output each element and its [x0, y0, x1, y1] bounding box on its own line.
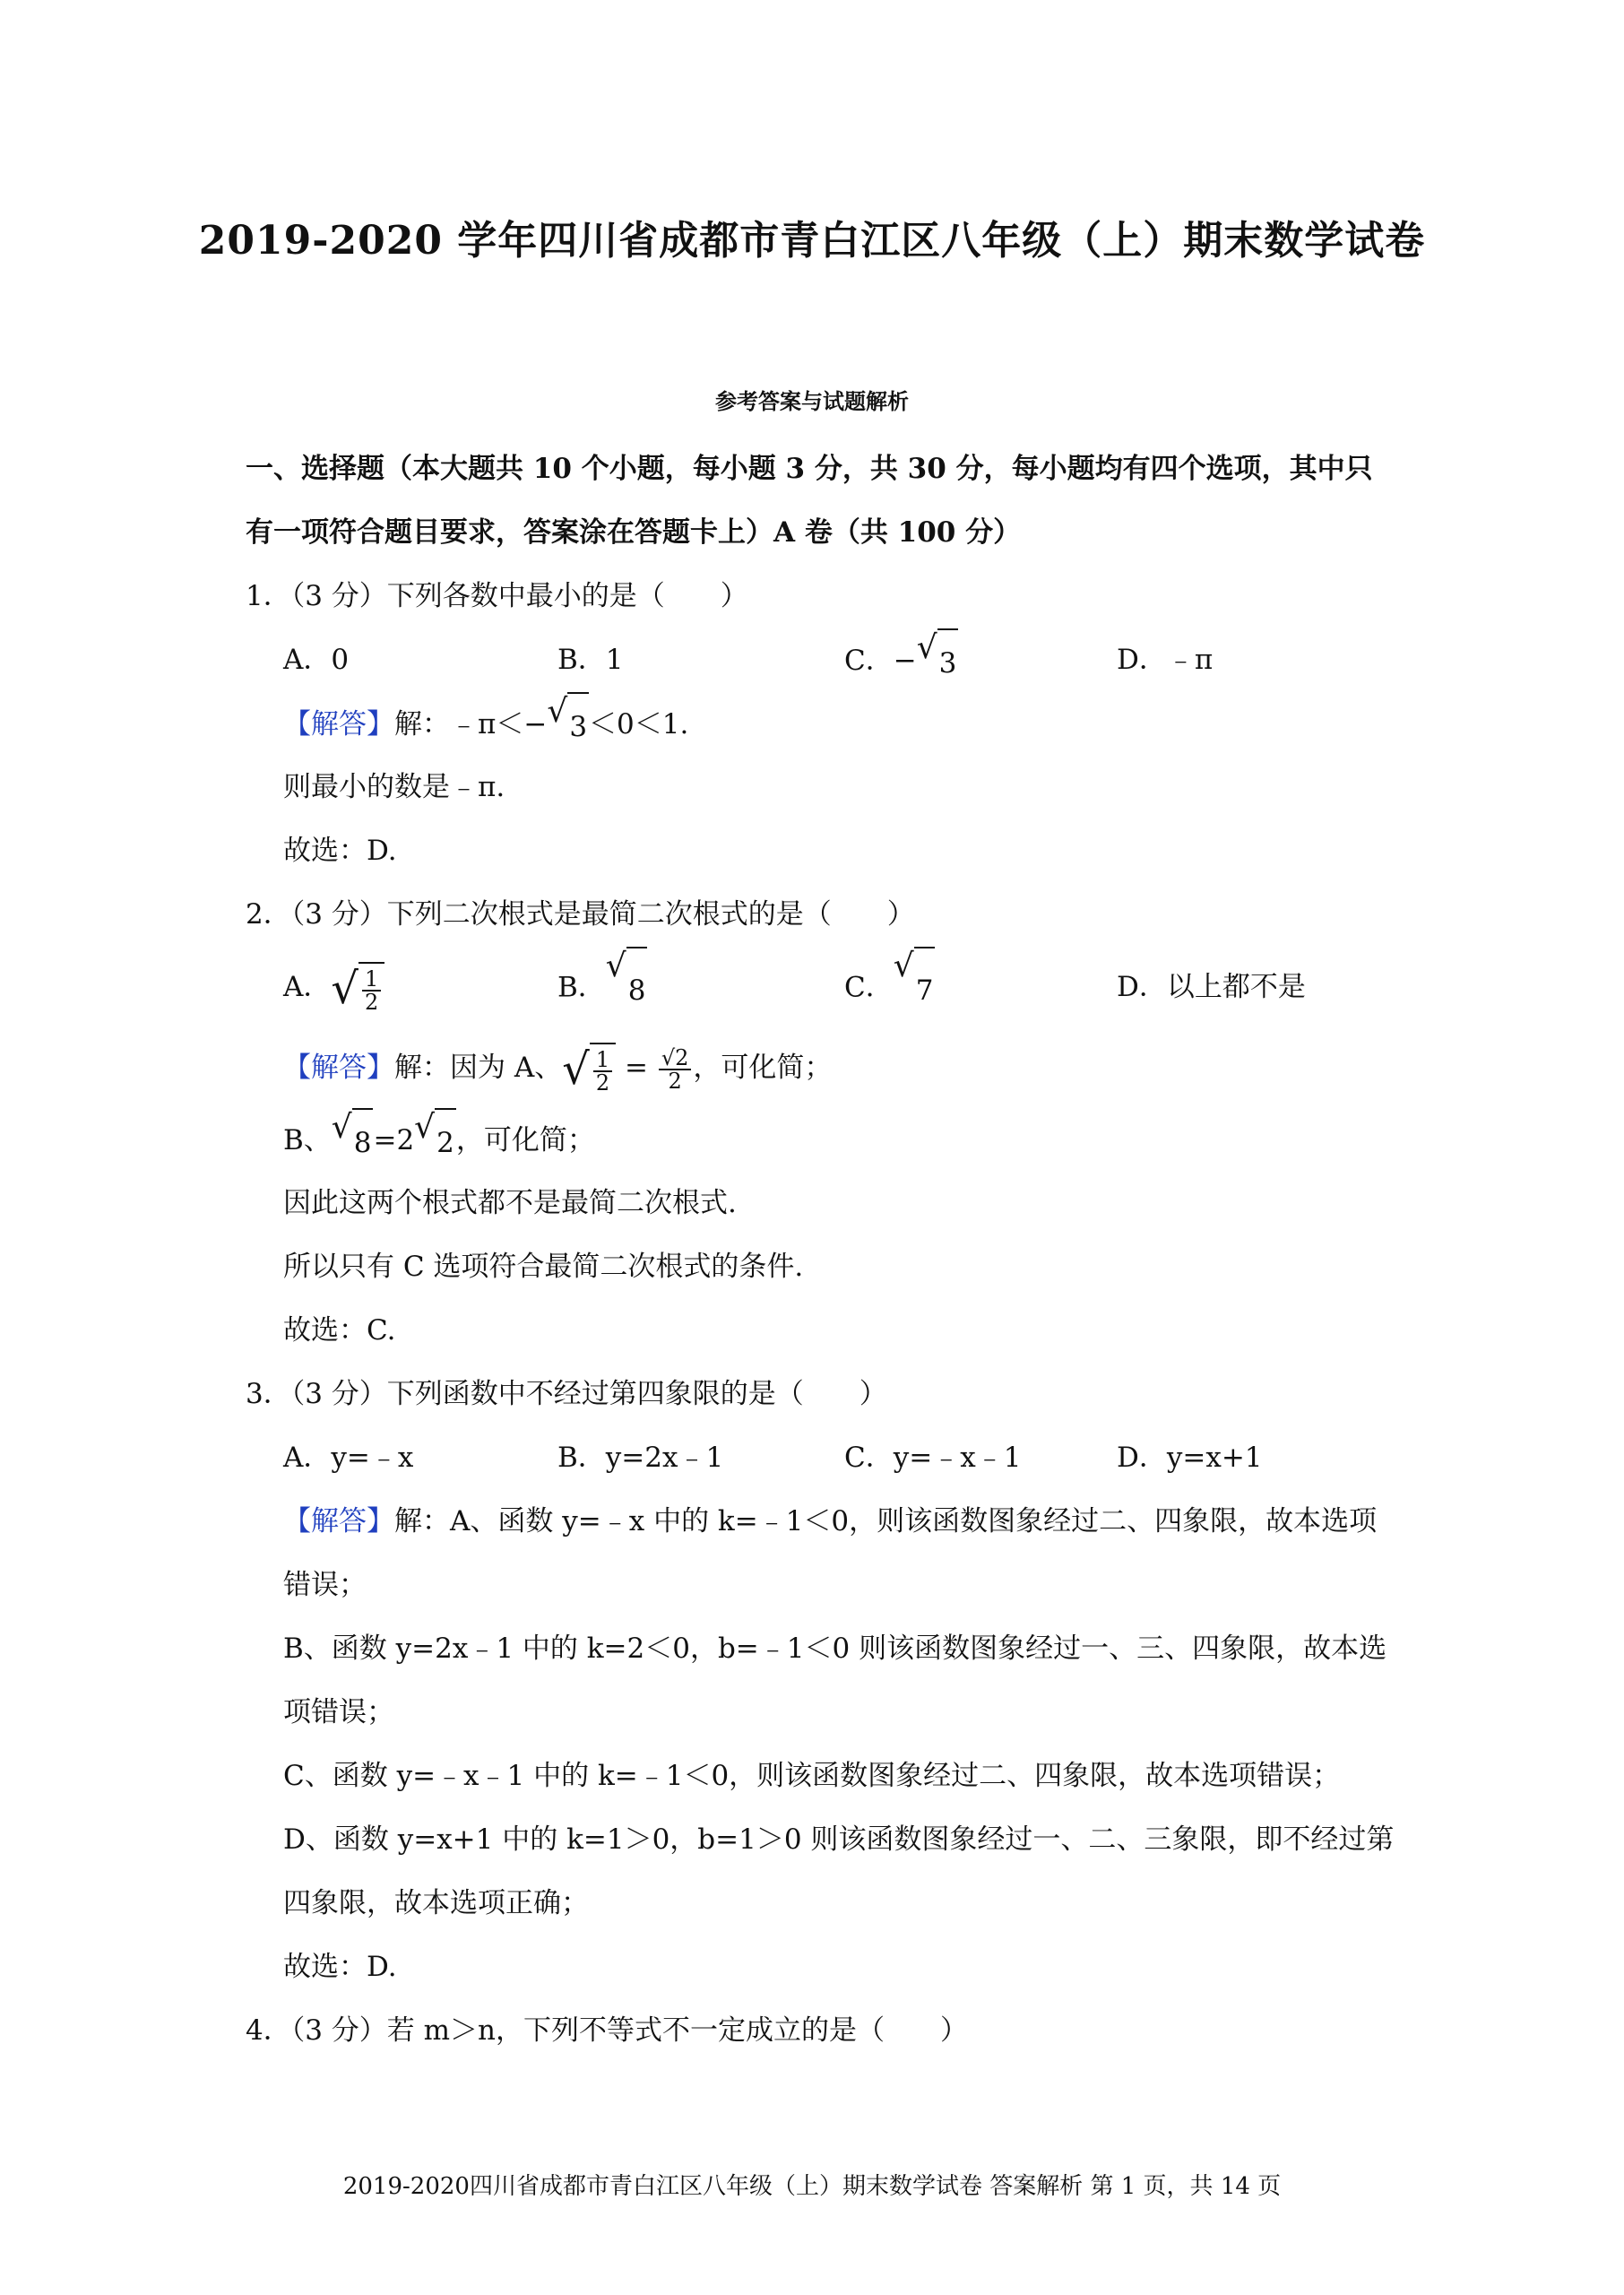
q1-option-b: B．1	[557, 644, 624, 676]
q2-option-d: D．以上都不是	[1117, 971, 1306, 1003]
q2-solution-5: 故选：C.	[283, 1314, 396, 1347]
q3-solution-4: 项错误；	[283, 1696, 394, 1728]
q1-option-d: D．﹣π	[1117, 644, 1214, 676]
answer-tag: 【解答】	[283, 708, 394, 740]
q2-sol-text-a: 解：因为 A、	[394, 1052, 563, 1084]
q2-option-c-label: C．	[844, 971, 894, 1004]
q3-option-b: B．y=2x﹣1	[557, 1442, 724, 1474]
q2-sol2-text-c: ，可化简；	[455, 1124, 595, 1156]
numerator: 1	[362, 968, 381, 992]
q1-sol-text-a: 解：﹣π＜−	[394, 708, 548, 740]
section-heading-line2: 有一项符合题目要求，答案涂在答题卡上）A 卷（共 100 分）	[246, 516, 1022, 549]
q3-sol1-text: 解：A、函数 y=﹣x 中的 k=﹣1＜0，则该函数图象经过二、四象限，故本选项	[394, 1505, 1378, 1537]
denominator: 2	[364, 989, 379, 1015]
q1-solution-1	[246, 692, 1402, 756]
q1-option-c-prefix: C．−	[844, 645, 917, 677]
radicand: 8	[352, 1108, 374, 1175]
q2-solution-3: 因此这两个根式都不是最简二次根式.	[283, 1187, 737, 1219]
q3-option-a: A．y=﹣x	[283, 1442, 414, 1474]
radicand: 2	[435, 1108, 456, 1175]
q3-solution-2: 错误；	[283, 1569, 367, 1601]
q1-sol-text-b: ＜0＜1.	[589, 708, 689, 740]
q1-options	[246, 628, 1402, 692]
q2-sol2-text-a: B、	[283, 1124, 332, 1156]
q3-solution-6: D、函数 y=x+1 中的 k=1＞0，b=1＞0 则该函数图象经过一、二、三象限，即不经过第	[283, 1823, 1395, 1856]
q2-option-b-label: B．	[557, 971, 606, 1004]
q3-solution-5: C、函数 y=﹣x﹣1 中的 k=﹣1＜0，则该函数图象经过二、四象限，故本选项错误；	[283, 1760, 1341, 1792]
q2-solution-2	[246, 1108, 1402, 1172]
q3-option-d: D．y=x+1	[1117, 1442, 1263, 1474]
sqrt-symbol: √ 7	[894, 947, 936, 1031]
document-body	[246, 437, 1402, 2063]
q4-stem: 4．（3 分）若 m＞n，下列不等式不一定成立的是（ ）	[246, 2014, 969, 2047]
fraction	[362, 968, 381, 1013]
page-footer: 2019-2020四川省成都市青白江区八年级（上）期末数学试卷 答案解析 第 1 页，共 14 页	[342, 2173, 1282, 2200]
sqrt-symbol: √ 8	[606, 947, 648, 1031]
q1-solution-2: 则最小的数是﹣π.	[283, 771, 505, 803]
q1-option-a: A．0	[283, 644, 350, 676]
radicand: 3	[567, 692, 589, 759]
fraction	[659, 1044, 692, 1094]
denominator: 2	[595, 1070, 610, 1096]
q2-option-b	[557, 947, 647, 1031]
q3-options	[246, 1426, 1402, 1490]
q3-option-c: C．y=﹣x﹣1	[844, 1442, 1022, 1474]
numerator-radicand: 2	[675, 1044, 689, 1070]
equals-sign: =	[624, 1052, 648, 1084]
radicand: 3	[937, 628, 959, 696]
q3-solution-8: 故选：D.	[283, 1951, 397, 1983]
document-subtitle: 参考答案与试题解析	[715, 388, 909, 414]
sqrt-symbol: √ 3	[917, 628, 959, 696]
radicand: 8	[626, 947, 648, 1031]
fraction	[593, 1046, 612, 1096]
q2-option-a	[283, 947, 384, 1027]
denominator: 2	[668, 1068, 682, 1094]
sqrt-symbol: √ 3	[547, 692, 589, 759]
q3-stem: 3．（3 分）下列函数中不经过第四象限的是（ ）	[246, 1378, 887, 1410]
q3-solution-7: 四象限，故本选项正确；	[283, 1887, 589, 1919]
q3-solution-1	[246, 1490, 1402, 1554]
q1-option-c	[844, 628, 958, 696]
q1-stem: 1．（3 分）下列各数中最小的是（ ）	[246, 580, 748, 612]
section-heading-line1: 一、选择题（本大题共 10 个小题，每小题 3 分，共 30 分，每小题均有四个选项，其中只	[246, 453, 1373, 485]
q2-option-a-label: A．	[283, 971, 332, 1003]
sqrt-symbol: √ 8	[332, 1108, 374, 1175]
sqrt-symbol: √ 2	[414, 1108, 456, 1175]
answer-tag: 【解答】	[283, 1052, 394, 1084]
numerator: 1	[593, 1049, 612, 1072]
answer-tag: 【解答】	[283, 1505, 394, 1537]
q2-sol-text-b: ，可化简；	[693, 1052, 833, 1084]
document-title: 2019-2020 学年四川省成都市青白江区八年级（上）期末数学试卷	[198, 218, 1426, 264]
radicand: 7	[914, 947, 936, 1031]
q2-sol2-text-b: =2	[373, 1124, 415, 1156]
q2-option-c	[844, 947, 935, 1031]
q2-options	[246, 947, 1402, 1027]
sqrt-symbol: √ $\frac{1}{2}$	[331, 962, 384, 1016]
q3-solution-3: B、函数 y=2x﹣1 中的 k=2＜0，b=﹣1＜0 则该函数图象经过一、三、四象限，故本选	[283, 1632, 1387, 1665]
q2-solution-4: 所以只有 C 选项符合最简二次根式的条件.	[283, 1251, 804, 1283]
numerator: √2	[659, 1047, 692, 1070]
q2-stem: 2．（3 分）下列二次根式是最简二次根式的是（ ）	[246, 898, 915, 931]
sqrt-symbol: √ $\frac{1}{2}$	[562, 1043, 616, 1096]
q2-solution-1	[246, 1027, 1402, 1108]
q1-solution-3: 故选：D.	[283, 835, 397, 867]
